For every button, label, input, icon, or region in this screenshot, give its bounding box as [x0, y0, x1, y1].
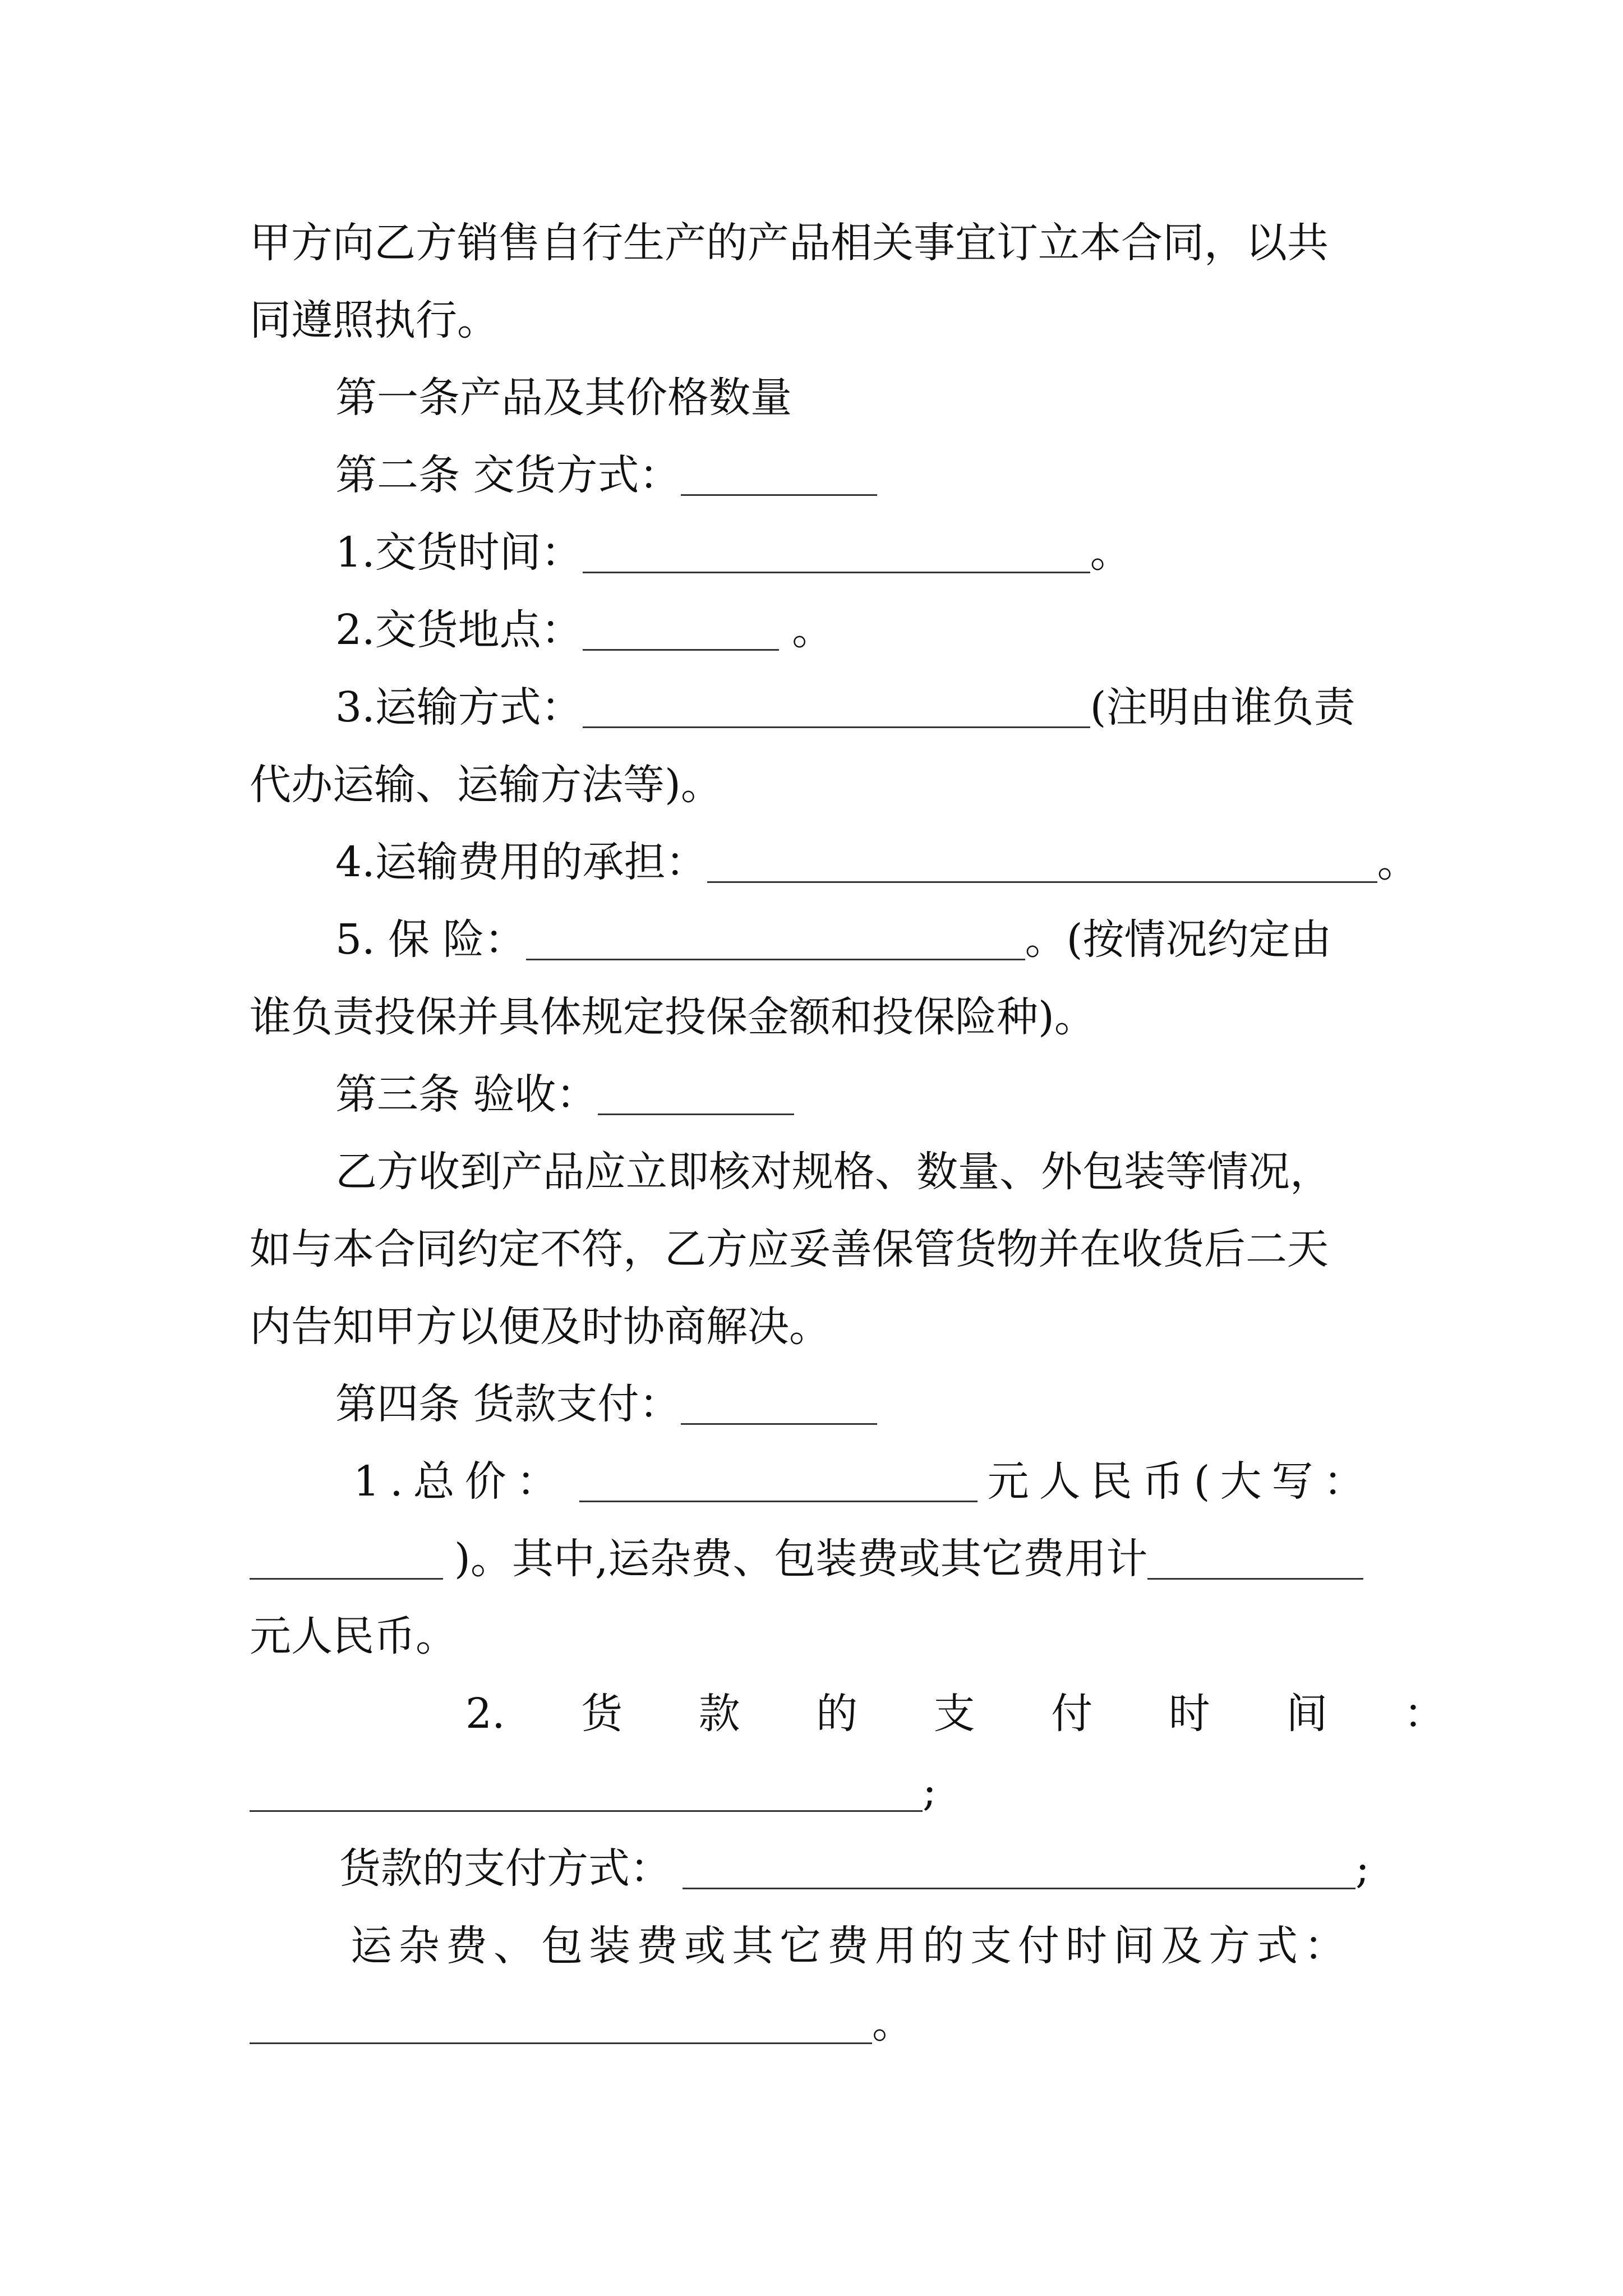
delivery-place-end: 。 [778, 606, 834, 654]
article-1-heading: 第一条产品及其价格数量 [335, 374, 792, 422]
delivery-time-label: 1.交货时间： [335, 528, 583, 577]
para-acceptance-line-2: 如与本合同约定不符，乙方应妥善保管货物并在收货后二天 [250, 1225, 1329, 1273]
transport-cost-end: 。 [1377, 838, 1419, 886]
transport-method-blank[interactable] [583, 691, 1090, 728]
item-delivery-place [335, 602, 833, 658]
transport-cost-blank[interactable] [707, 845, 1377, 883]
fees-payment-end: 。 [872, 1999, 914, 2047]
article-3-heading [335, 1066, 794, 1122]
total-price-line-3: 元人民币。 [250, 1612, 457, 1660]
item-transport-method [335, 679, 1355, 735]
item-payment-method [339, 1841, 1370, 1897]
payment-method-end: ; [1355, 1844, 1370, 1893]
insurance-label: 5. 保 险： [335, 915, 526, 964]
article-3-label: 第三条 验收： [335, 1070, 598, 1119]
total-price-label: 1.总价： [353, 1457, 568, 1506]
payment-time-end: ; [923, 1767, 937, 1815]
para-intro-line-2: 同遵照执行。 [250, 296, 499, 344]
item-delivery-time [335, 524, 1132, 581]
total-price-unit: 元人民币(大写： [987, 1457, 1375, 1506]
payment-time-line-2 [250, 1763, 937, 1819]
payment-method-label: 货款的支付方式： [339, 1844, 671, 1893]
fees-payment-blank[interactable] [250, 2007, 872, 2044]
total-price-uppercase-blank[interactable] [250, 1542, 443, 1580]
delivery-method-blank[interactable] [681, 458, 877, 496]
delivery-time-blank[interactable] [583, 536, 1090, 573]
article-2-label: 第二条 交货方式： [335, 451, 681, 499]
para-acceptance-line-1: 乙方收到产品应立即核对规格、数量、外包装等情况， [335, 1148, 1331, 1196]
item-fees-payment: 运杂费、包装费或其它费用的支付时间及方式： [351, 1922, 1352, 1970]
transport-method-note: (注明由谁负责 [1090, 683, 1355, 731]
total-price-line-2 [250, 1531, 1363, 1587]
delivery-time-end: 。 [1090, 528, 1132, 577]
acceptance-blank[interactable] [598, 1078, 794, 1115]
total-price-blank[interactable] [579, 1465, 978, 1502]
item-payment-time: 2. 货 款 的 支 付 时 间 ： [465, 1690, 1445, 1738]
article-4-heading [335, 1376, 877, 1432]
insurance-blank[interactable] [526, 923, 1025, 960]
insurance-note: 。(按情况约定由 [1025, 915, 1332, 964]
transport-method-note-cont: 代办运输、运输方法等)。 [250, 761, 722, 809]
fees-payment-line-2 [250, 1995, 914, 2051]
para-acceptance-line-3: 内告知甲方以便及时协商解决。 [250, 1303, 831, 1351]
transport-cost-label: 4.运输费用的承担： [335, 838, 707, 886]
delivery-place-blank[interactable] [583, 613, 779, 651]
transport-method-label: 3.运输方式： [335, 683, 583, 731]
other-fees-blank[interactable] [1147, 1542, 1363, 1580]
item-total-price [353, 1453, 1375, 1510]
article-4-label: 第四条 货款支付： [335, 1380, 681, 1428]
item-insurance [335, 912, 1332, 968]
delivery-place-label: 2.交货地点： [335, 606, 583, 654]
total-price-breakdown: )。其中,运杂费、包装费或其它费用计 [454, 1535, 1148, 1583]
para-intro-line-1: 甲方向乙方销售自行生产的产品相关事宜订立本合同，以共 [250, 219, 1329, 267]
payment-blank[interactable] [681, 1387, 877, 1425]
item-transport-cost [335, 834, 1419, 890]
payment-time-blank[interactable] [250, 1774, 923, 1812]
insurance-note-cont: 谁负责投保并具体规定投保金额和投保险种)。 [250, 993, 1096, 1041]
payment-method-blank[interactable] [683, 1852, 1355, 1889]
article-2-heading [335, 447, 877, 503]
